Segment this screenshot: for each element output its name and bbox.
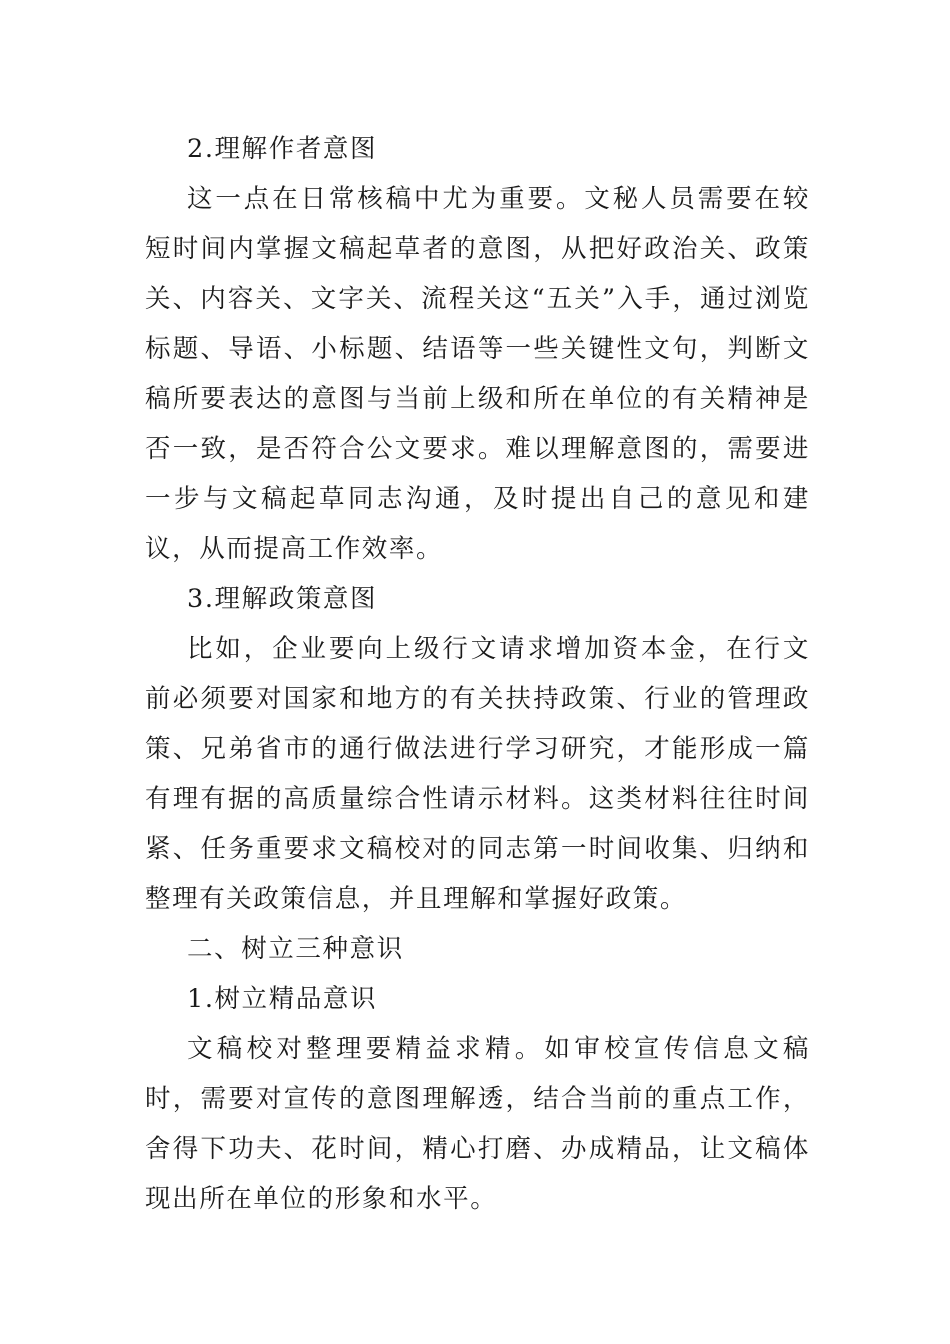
- paragraph-author-intent: 这一点在日常核稿中尤为重要。文秘人员需要在较短时间内掌握文稿起草者的意图，从把好政治关、政策关、内容关、文字关、流程关这“五关”入手，通过浏览标题、导语、小标题、结语等一些关键性文句，判断文稿所要表达的意图与当前上级和所在单位的有关精神是否一致，是否符合公文要求。难以理解意图的，需要进一步与文稿起草同志沟通，及时提出自己的意见和建议，从而提高工作效率。: [145, 184, 810, 564]
- paragraph-quality-awareness: 文稿校对整理要精益求精。如审校宣传信息文稿时，需要对宣传的意图理解透，结合当前的重点工作，舍得下功夫、花时间，精心打磨、办成精品，让文稿体现出所在单位的形象和水平。: [145, 1034, 810, 1214]
- section-heading-understand-author-intent: 2.理解作者意图: [187, 134, 378, 164]
- document-page: [145, 124, 810, 1224]
- section-heading-understand-policy-intent: 3.理解政策意图: [187, 584, 378, 614]
- chapter-heading-three-awareness: 二、树立三种意识: [187, 934, 404, 964]
- paragraph-policy-intent: 比如，企业要向上级行文请求增加资本金，在行文前必须要对国家和地方的有关扶持政策、行业的管理政策、兄弟省市的通行做法进行学习研究，才能形成一篇有理有据的高质量综合性请示材料。这类材料往往时间紧、任务重要求文稿校对的同志第一时间收集、归纳和整理有关政策信息，并且理解和掌握好政策。: [145, 634, 810, 914]
- section-heading-quality-awareness: 1.树立精品意识: [187, 984, 378, 1014]
